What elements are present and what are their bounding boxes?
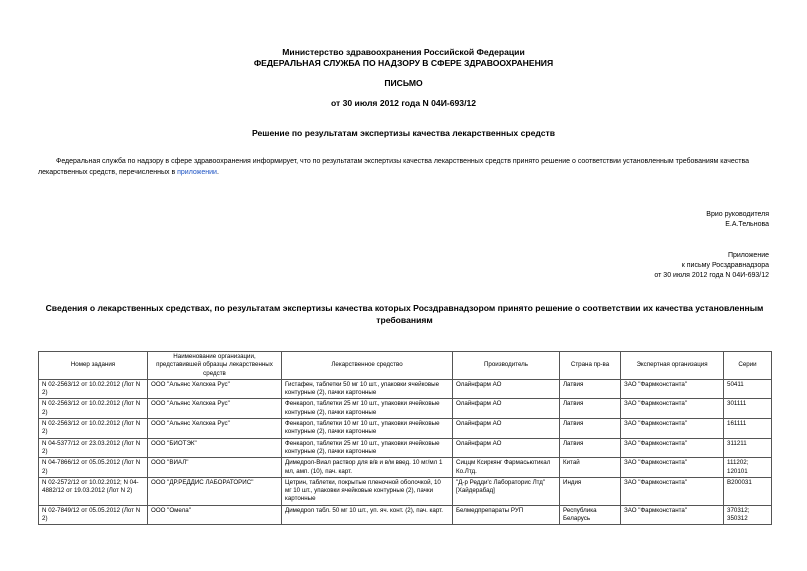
cell-organization: ООО "БИОТЭК" (148, 438, 282, 458)
signatory-title: Врио руководителя (706, 211, 769, 218)
header-country: Страна пр-ва (560, 352, 621, 380)
intro-end: . (216, 169, 219, 176)
cell-organization: ООО "ВИАЛ" (148, 458, 282, 478)
cell-series: 301111 (724, 399, 772, 419)
cell-task-number: N 02-7849/12 от 05.05.2012 (Лот N 2) (39, 505, 148, 525)
cell-medicine: Димедрол-Виал раствор для в/в и в/м введ. 10 мг/мл 1 мл, амп. (10), пач. карт. (282, 458, 453, 478)
cell-task-number: N 04-7866/12 от 05.05.2012 (Лот N 2) (39, 458, 148, 478)
appendix-line-3: от 30 июля 2012 года N 04И-693/12 (654, 272, 769, 279)
cell-series: 111202; 120101 (724, 458, 772, 478)
medicines-table (38, 351, 772, 525)
cell-task-number: N 02-2563/12 от 10.02.2012 (Лот N 2) (39, 379, 148, 399)
cell-manufacturer: Олайнфарм АО (453, 379, 560, 399)
cell-series: B200031 (724, 477, 772, 505)
cell-task-number: N 04-5377/12 от 23.03.2012 (Лот N 2) (39, 438, 148, 458)
cell-expert-organization: ЗАО "Фармконстанта" (621, 505, 724, 525)
cell-expert-organization: ЗАО "Фармконстанта" (621, 458, 724, 478)
document-subject: Решение по результатам экспертизы качества лекарственных средств (251, 128, 556, 138)
cell-organization: ООО "ДР.РЕДДИС ЛАБОРАТОРИС" (148, 477, 282, 505)
document-date: от 30 июля 2012 года N 04И-693/12 (330, 98, 477, 108)
cell-country: Латвия (560, 379, 621, 399)
cell-series: 50411 (724, 379, 772, 399)
table-row (39, 438, 772, 458)
header-manufacturer: Производитель (453, 352, 560, 380)
appendix-link[interactable]: приложении (177, 169, 217, 176)
cell-expert-organization: ЗАО "Фармконстанта" (621, 399, 724, 419)
appendix-line-1: Приложение (727, 252, 769, 259)
cell-manufacturer: Белмедпрепараты РУП (453, 505, 560, 525)
cell-country: Китай (560, 458, 621, 478)
cell-medicine: Гистафен, таблетки 50 мг 10 шт., упаковки ячейковые контурные (2), пачки картонные (282, 379, 453, 399)
header-task-number: Номер задания (39, 352, 148, 380)
table-row (39, 379, 772, 399)
cell-medicine: Димедрол табл. 50 мг 10 шт., уп. яч. конт. (2), пач. карт. (282, 505, 453, 525)
cell-organization: ООО "Альянс Хелскеа Рус" (148, 399, 282, 419)
section-title: Сведения о лекарственных средствах, по результатам экспертизы качества которых Росздравнадзором принято решение о соответствии их качества установленным требованиям (45, 303, 764, 325)
document-type: ПИСЬМО (384, 78, 423, 88)
appendix-note (654, 251, 769, 281)
appendix-line-2: к письму Росздравнадзора (681, 262, 769, 269)
cell-country: Республика Беларусь (560, 505, 621, 525)
cell-country: Индия (560, 477, 621, 505)
header-series: Серии (724, 352, 772, 380)
cell-series: 370312; 350312 (724, 505, 772, 525)
cell-task-number: N 02-2563/12 от 10.02.2012 (Лот N 2) (39, 419, 148, 439)
cell-medicine: Фенкарол, таблетки 10 мг 10 шт., упаковки ячейковые контурные (2), пачки картонные (282, 419, 453, 439)
cell-manufacturer: Олайнфарм АО (453, 419, 560, 439)
header-expert-organization: Экспертная организация (621, 352, 724, 380)
cell-expert-organization: ЗАО "Фармконстанта" (621, 379, 724, 399)
intro-text: Федеральная служба по надзору в сфере здравоохранения информирует, что по результатам экспертизы качества лекарственных средств принято решение о соответствии установленным требованиям качества лекарственных средств, перечисленных в (38, 158, 750, 176)
service-title: ФЕДЕРАЛЬНАЯ СЛУЖБА ПО НАДЗОРУ В СФЕРЕ ЗДРАВООХРАНЕНИЯ (253, 58, 554, 68)
table-row (39, 399, 772, 419)
cell-expert-organization: ЗАО "Фармконстанта" (621, 477, 724, 505)
cell-manufacturer: "Д-р Редди'с Лабораторис Лтд" [Хайдерабад] (453, 477, 560, 505)
cell-organization: ООО "Омела" (148, 505, 282, 525)
cell-task-number: N 02-2572/12 от 10.02.2012; N 04-4882/12 от 19.03.2012 (Лот N 2) (39, 477, 148, 505)
cell-manufacturer: Олайнфарм АО (453, 399, 560, 419)
table-row (39, 477, 772, 505)
intro-paragraph (38, 156, 771, 178)
table-row (39, 458, 772, 478)
table-header-row (39, 352, 772, 380)
cell-task-number: N 02-2563/12 от 10.02.2012 (Лот N 2) (39, 399, 148, 419)
cell-series: 311211 (724, 438, 772, 458)
table-row (39, 419, 772, 439)
ministry-title: Министерство здравоохранения Российской Федерации (282, 47, 525, 57)
cell-medicine: Цетрин, таблетки, покрытые пленочной оболочкой, 10 мг 10 шт., упаковки ячейковые контурные (2), пачки картонные (282, 477, 453, 505)
cell-country: Латвия (560, 438, 621, 458)
header-organization: Наименование организации, представившей образцы лекарственных средств (148, 352, 282, 380)
table-row (39, 505, 772, 525)
cell-expert-organization: ЗАО "Фармконстанта" (621, 419, 724, 439)
cell-expert-organization: ЗАО "Фармконстанта" (621, 438, 724, 458)
signature-block (706, 210, 769, 230)
cell-manufacturer: Олайнфарм АО (453, 438, 560, 458)
signatory-name: Е.А.Тельнова (725, 221, 769, 228)
cell-series: 161111 (724, 419, 772, 439)
cell-organization: ООО "Альянс Хелскеа Рус" (148, 419, 282, 439)
cell-country: Латвия (560, 419, 621, 439)
cell-medicine: Фенкарол, таблетки 25 мг 10 шт., упаковки ячейковые контурные (2), пачки картонные (282, 438, 453, 458)
cell-organization: ООО "Альянс Хелскеа Рус" (148, 379, 282, 399)
header-medicine: Лекарственное средство (282, 352, 453, 380)
cell-country: Латвия (560, 399, 621, 419)
cell-medicine: Фенкарол, таблетки 25 мг 10 шт., упаковки ячейковые контурные (2), пачки картонные (282, 399, 453, 419)
cell-manufacturer: Сиццм Ксиркянг Фармасьютикал Ко.Лтд. (453, 458, 560, 478)
